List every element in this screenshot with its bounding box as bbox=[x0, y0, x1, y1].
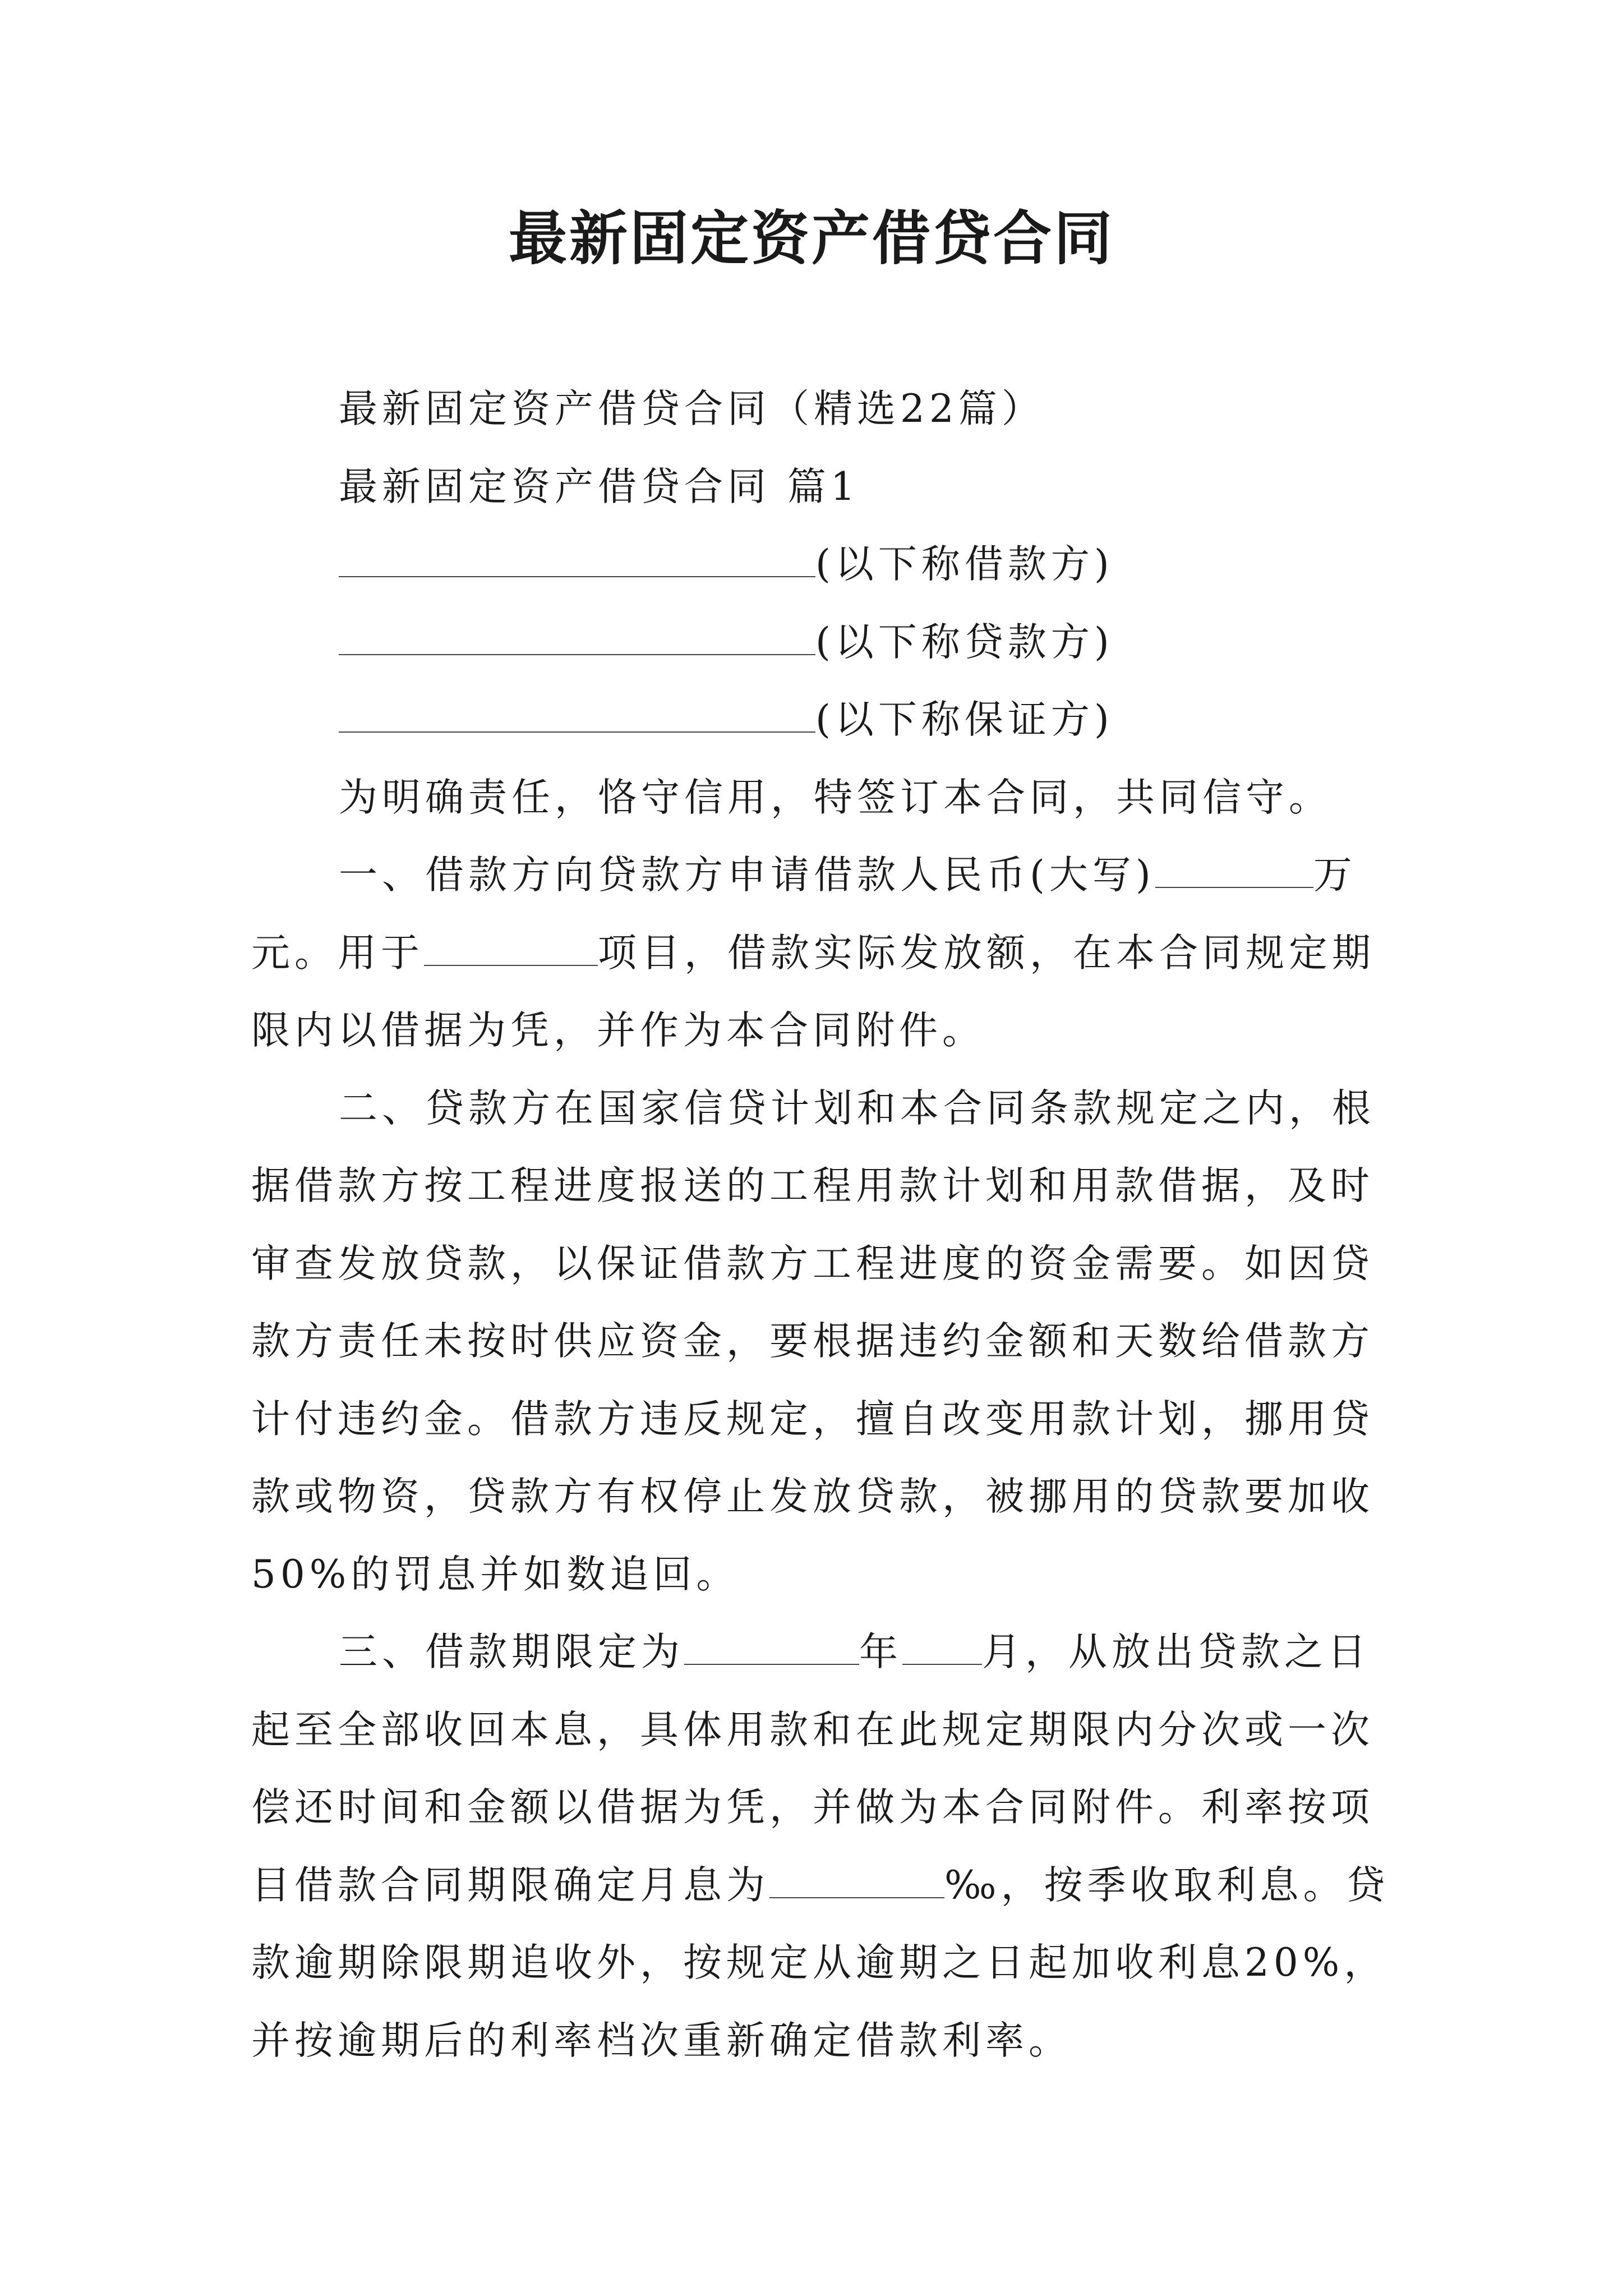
clause1-line2 bbox=[251, 914, 1384, 992]
guarantor-blank bbox=[339, 699, 815, 733]
clause2-line3: 审查发放贷款，以保证借款方工程进度的资金需要。如因贷 bbox=[251, 1241, 1374, 1286]
clause2-line6: 款或物资，贷款方有权停止发放贷款，被挪用的贷款要加收 bbox=[251, 1474, 1374, 1519]
clause3-line2: 起至全部收回本息，具体用款和在此规定期限内分次或一次 bbox=[251, 1707, 1374, 1752]
clause3-line1 bbox=[251, 1613, 1384, 1691]
clause2-line1: 二、贷款方在国家信贷计划和本合同条款规定之内，根 bbox=[339, 1085, 1375, 1131]
project-blank bbox=[424, 932, 598, 966]
clause3-line6: 并按逾期后的利率档次重新确定借款利率。 bbox=[251, 2018, 1072, 2063]
clause2-line4: 款方责任未按时供应资金，要根据违约金额和天数给借款方 bbox=[251, 1319, 1374, 1364]
clause1-text: 一、借款方向贷款方申请借款人民币(大写) bbox=[339, 853, 1155, 898]
borrower-blank bbox=[339, 544, 815, 577]
document-title: 最新固定资产借贷合同 bbox=[508, 204, 1114, 273]
party-guarantor-label: (以下称保证方) bbox=[815, 697, 1114, 742]
party-borrower-line bbox=[251, 526, 1384, 604]
party-lender-line bbox=[251, 604, 1384, 682]
clause2-line7: 50%的罚息并如数追回。 bbox=[251, 1552, 740, 1597]
clause3-line3: 偿还时间和金额以借据为凭，并做为本合同附件。利率按项 bbox=[251, 1785, 1374, 1830]
amount-blank bbox=[1155, 854, 1313, 888]
party-borrower-label: (以下称借款方) bbox=[815, 542, 1114, 587]
rate-blank bbox=[769, 1865, 944, 1898]
clause3-year-unit: 年 bbox=[859, 1630, 902, 1674]
clause3-text: 目借款合同期限确定月息为 bbox=[251, 1862, 769, 1908]
document-body bbox=[251, 370, 1390, 2079]
section-heading: 最新固定资产借贷合同 篇1 bbox=[339, 464, 860, 509]
clause3-text: 三、借款期限定为 bbox=[339, 1630, 684, 1674]
clause1-line1 bbox=[251, 836, 1384, 914]
clause3-text: 月，从放出贷款之日 bbox=[982, 1630, 1371, 1674]
clause3-line4 bbox=[251, 1847, 1390, 1925]
clause1-text: 元。用于 bbox=[251, 930, 424, 976]
clause3-line5: 款逾期除限期追收外，按规定从逾期之日起加收利息20%， bbox=[251, 1940, 1387, 1985]
clause1-line3: 限内以借据为凭，并作为本合同附件。 bbox=[251, 1008, 985, 1053]
clause3-text: ‰，按季收取利息。贷 bbox=[944, 1862, 1390, 1908]
clause1-unit: 万 bbox=[1313, 853, 1357, 898]
clause2-line2: 据借款方按工程进度报送的工程用款计划和用款借据，及时 bbox=[251, 1163, 1374, 1208]
party-guarantor-line bbox=[251, 681, 1384, 759]
month-blank bbox=[902, 1631, 982, 1665]
clause2-line5: 计付违约金。借款方违反规定，擅自改变用款计划，挪用贷 bbox=[251, 1396, 1374, 1442]
clause1-text: 项目，借款实际发放额，在本合同规定期 bbox=[598, 930, 1375, 976]
subtitle: 最新固定资产借贷合同（精选22篇） bbox=[339, 386, 1045, 431]
lender-blank bbox=[339, 622, 815, 655]
year-blank bbox=[684, 1631, 859, 1665]
party-lender-label: (以下称贷款方) bbox=[815, 619, 1114, 665]
preamble: 为明确责任，恪守信用，特签订本合同，共同信守。 bbox=[339, 775, 1332, 820]
